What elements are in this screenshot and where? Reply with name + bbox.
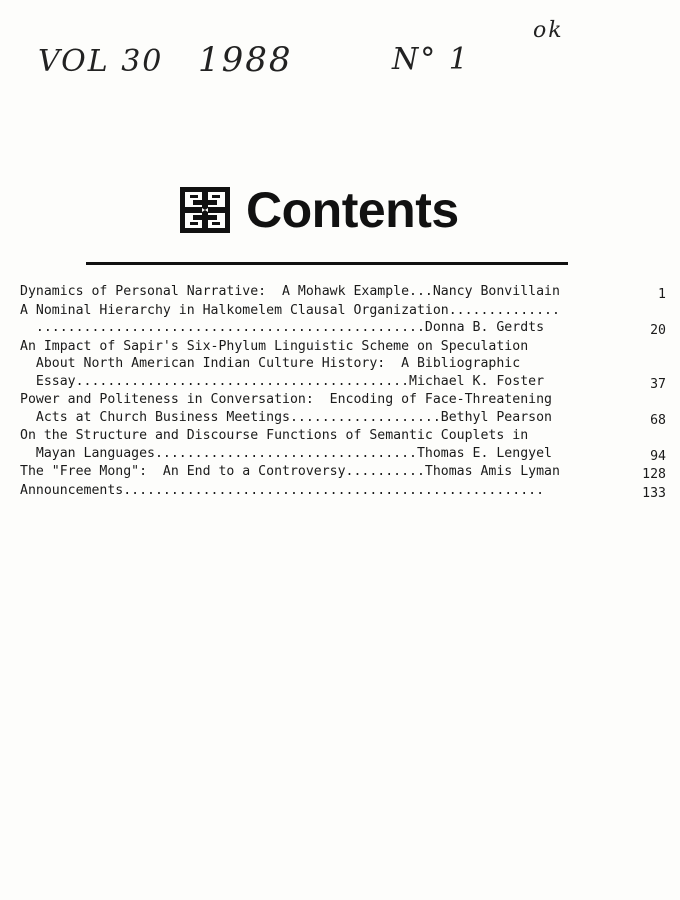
toc-entry-line: Acts at Church Business Meetings...................Bethyl Pearson [20, 409, 552, 425]
toc-entry [20, 283, 670, 301]
toc-entry [20, 391, 670, 426]
handwritten-volume: VOL 30 [38, 44, 164, 79]
toc-entry-line: An Impact of Sapir's Six-Phylum Linguistic Scheme on Speculation [20, 338, 529, 354]
table-of-contents [20, 283, 670, 500]
toc-page-number: 20 [650, 323, 666, 338]
toc-entry-line: On the Structure and Discourse Functions of Semantic Couplets in [20, 428, 529, 443]
toc-entry [20, 482, 670, 500]
toc-page-number: 133 [642, 485, 666, 501]
toc-entry-line: A Nominal Hierarchy in Halkomelem Clausal Organization.............. [20, 302, 560, 318]
toc-entry [20, 302, 670, 337]
handwritten-check: ok [533, 18, 564, 43]
handwritten-issue-number: N° 1 [392, 42, 470, 77]
toc-entry [20, 427, 670, 462]
toc-entry [20, 338, 670, 391]
toc-page-number: 128 [642, 467, 666, 482]
interlocking-square-logo-icon [180, 187, 230, 233]
toc-page-number: 1 [658, 287, 666, 302]
toc-entry-line: Announcements..................................................... [20, 482, 545, 498]
toc-entry-line: Power and Politeness in Conversation: Encoding of Face-Threatening [20, 392, 552, 407]
toc-entry [20, 463, 670, 481]
toc-entry-line: .................................................Donna B. Gerdts [20, 320, 545, 335]
toc-page-number: 37 [650, 376, 666, 392]
toc-entry-line: About North American Indian Culture History: A Bibliographic [20, 356, 521, 371]
toc-entry-line: Essay..........................................Michael K. Foster [20, 373, 545, 389]
title-divider [86, 262, 568, 265]
toc-entry-line: Mayan Languages.................................Thomas E. Lengyel [20, 445, 552, 461]
page-title: Contents [246, 182, 459, 238]
toc-page-number: 68 [650, 412, 666, 428]
toc-page-number: 94 [650, 448, 666, 464]
contents-header [180, 180, 459, 240]
toc-entry-line: The "Free Mong": An End to a Controversy..........Thomas Amis Lyman [20, 464, 560, 479]
toc-entry-line: Dynamics of Personal Narrative: A Mohawk Example...Nancy Bonvillain [20, 284, 560, 299]
handwritten-year: 1988 [198, 40, 293, 80]
